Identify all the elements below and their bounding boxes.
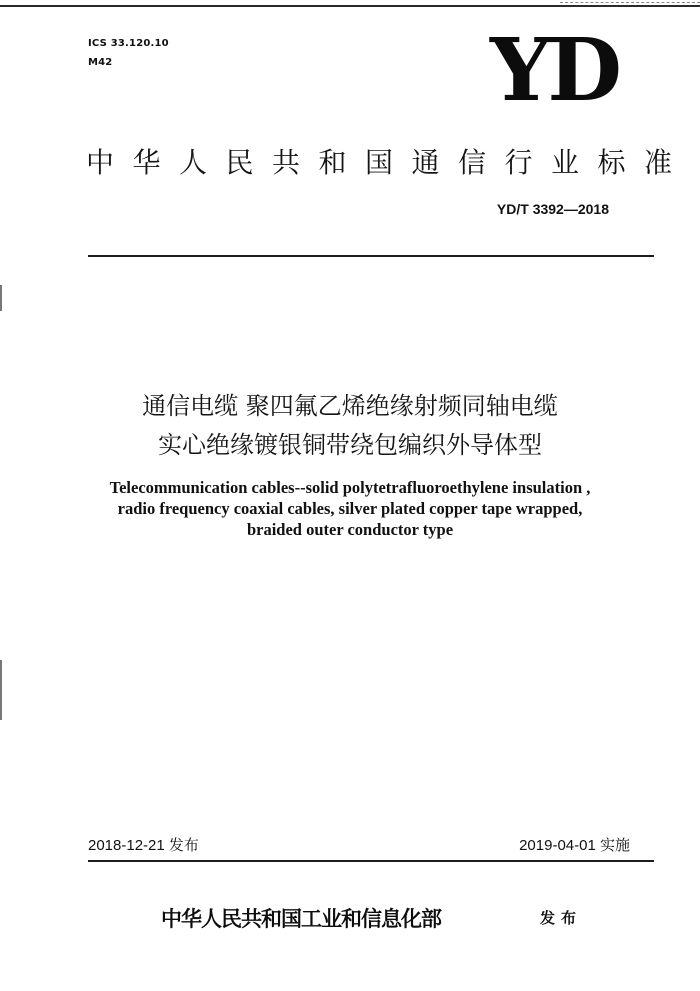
ccs-code: M42	[88, 57, 113, 68]
footer-divider	[88, 860, 654, 862]
standard-category: 中华人民共和国通信行业标准	[86, 146, 691, 179]
scan-border-dashes	[560, 2, 700, 4]
title-cn-line2: 实心绝缘镀银铜带绕包编织外导体型	[158, 431, 542, 459]
header-divider	[88, 255, 654, 257]
title-en-line2: radio frequency coaxial cables, silver plated copper tape wrapped,	[117, 499, 583, 518]
standard-number: YD/T 3392—2018	[496, 201, 609, 217]
title-en-line1: Telecommunication cables--solid polytetrafluoroethylene insulation ,	[109, 478, 591, 497]
scan-border-top	[0, 5, 700, 7]
title-en-line3: braided outer conductor type	[246, 520, 454, 539]
scan-edge-mark	[0, 660, 2, 720]
issue-date: 2018-12-21 发布	[88, 837, 199, 854]
title-cn-line1: 通信电缆 聚四氟乙烯绝缘射频同轴电缆	[142, 392, 558, 420]
ics-code: ICS 33.120.10	[88, 38, 169, 49]
scan-edge-mark	[0, 285, 2, 311]
issue-label: 发布	[540, 909, 583, 927]
yd-logo: YD	[490, 20, 618, 121]
issuing-authority: 中华人民共和国工业和信息化部	[161, 906, 441, 931]
implement-date: 2019-04-01 实施	[519, 837, 630, 854]
